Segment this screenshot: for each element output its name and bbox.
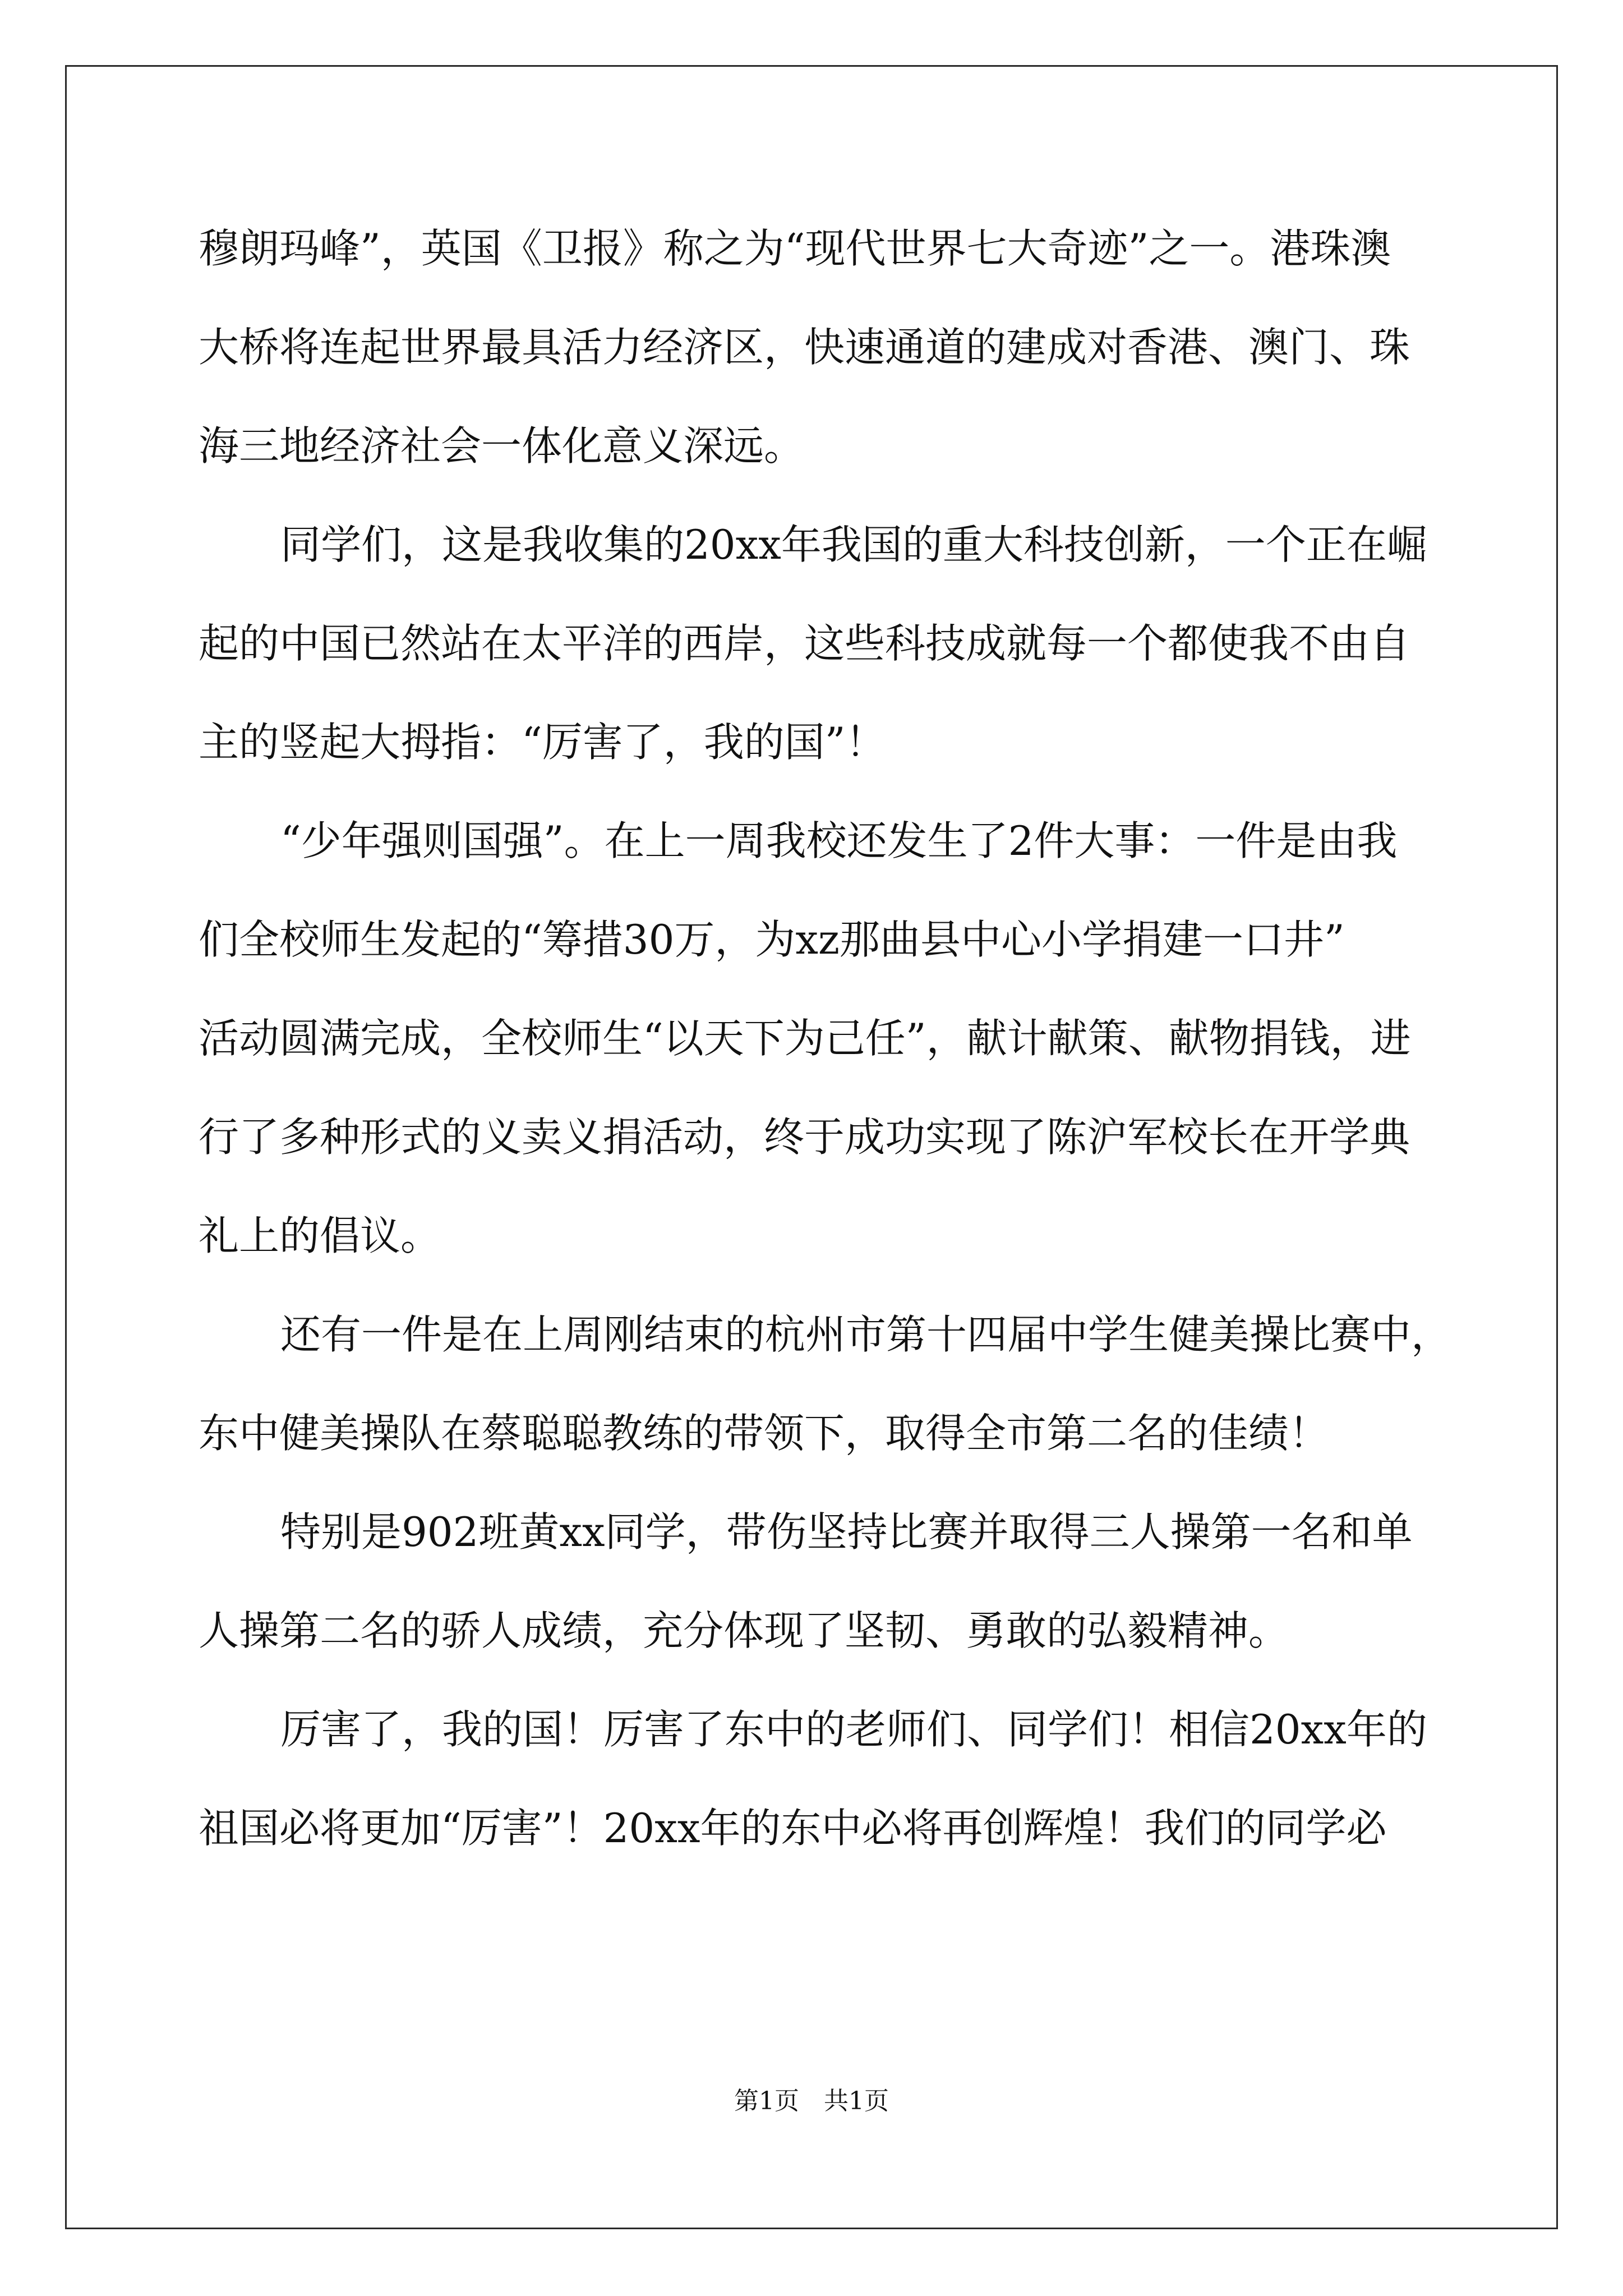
text-line: 海三地经济社会一体化意义深远。: [199, 422, 805, 470]
text-line: 行了多种形式的义卖义捐活动，终于成功实现了陈沪军校长在开学典: [199, 1114, 1410, 1161]
page-number-footer: 第1页 共1页: [734, 2087, 889, 2115]
paragraph-start-line: “少年强则国强”。在上一周我校还发生了2件大事：一件是由我: [280, 817, 1398, 864]
text-line: 主的竖起大拇指：“厉害了，我的国”！: [199, 719, 886, 766]
text-line: 东中健美操队在蔡聪聪教练的带领下，取得全市第二名的佳绩！: [199, 1410, 1330, 1457]
paragraph-start-line: 厉害了，我的国！厉害了东中的老师们、同学们！相信20xx年的: [280, 1706, 1427, 1753]
text-line: 活动圆满完成，全校师生“以天下为己任”，献计献策、献物捐钱，进: [199, 1015, 1411, 1062]
text-line: 大桥将连起世界最具活力经济区，快速通道的建成对香港、澳门、珠: [199, 324, 1410, 371]
text-line: 起的中国已然站在太平洋的西岸，这些科技成就每一个都使我不由自: [199, 620, 1410, 667]
text-line: 礼上的倡议。: [199, 1212, 441, 1259]
text-line: 祖国必将更加“厉害”！20xx年的东中必将再创辉煌！我们的同学必: [199, 1805, 1387, 1852]
document-body: [199, 223, 1452, 1902]
text-line: 们全校师生发起的“筹措30万，为xz那曲县中心小学捐建一口井”: [199, 916, 1345, 963]
paragraph-start-line: 特别是902班黄xx同学，带伤坚持比赛并取得三人操第一名和单: [280, 1508, 1413, 1556]
text-line: 穆朗玛峰”，英国《卫报》称之为“现代世界七大奇迹”之一。港珠澳: [199, 225, 1391, 272]
text-line: 人操第二名的骄人成绩，充分体现了坚韧、勇敢的弘毅精神。: [199, 1607, 1289, 1654]
paragraph-start-line: 同学们，这是我收集的20xx年我国的重大科技创新，一个正在崛: [280, 521, 1427, 568]
paragraph-start-line: 还有一件是在上周刚结束的杭州市第十四届中学生健美操比赛中，: [280, 1311, 1452, 1358]
